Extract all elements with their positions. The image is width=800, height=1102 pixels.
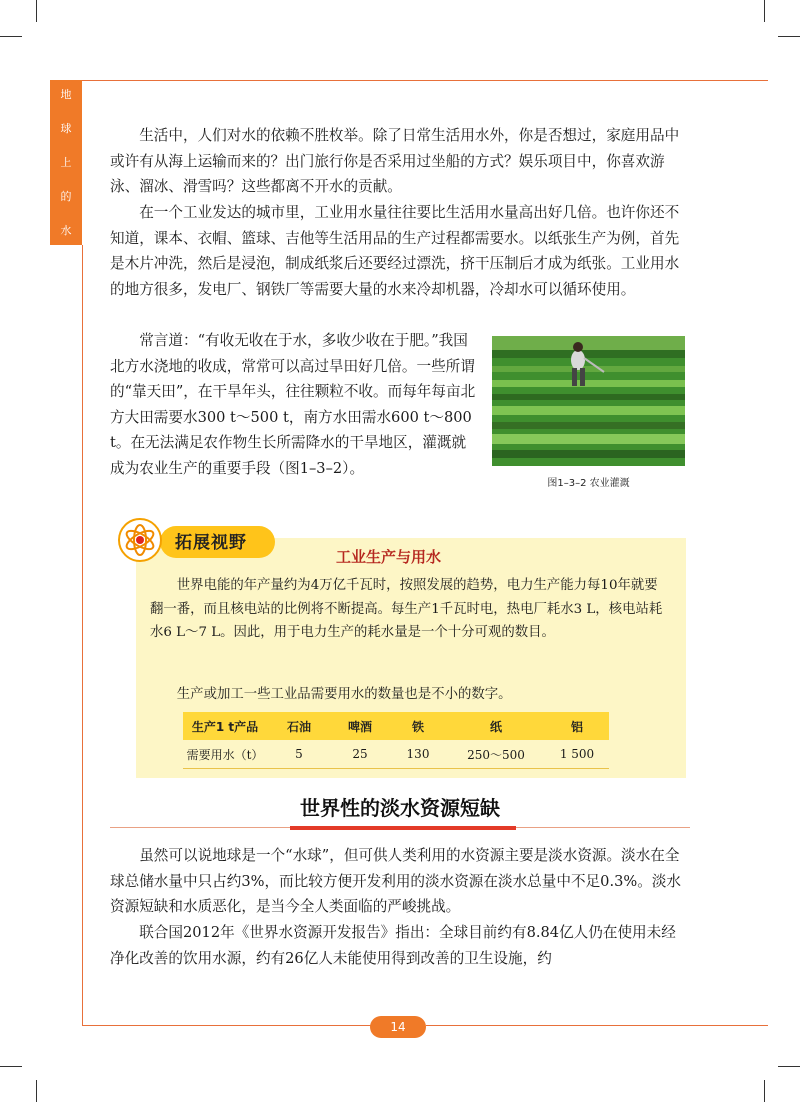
side-tab-char: 地 bbox=[60, 88, 72, 101]
section-title: 世界性的淡水资源短缺 bbox=[300, 796, 500, 820]
table-header-cell: 啤酒 bbox=[331, 712, 389, 740]
table-header-cell: 石油 bbox=[267, 712, 331, 740]
table-cell: 25 bbox=[331, 740, 389, 769]
body-paragraph: 生活中，人们对水的依赖不胜枚举。除了日常生活用水外，你是否想过，家庭用品中或许有从海上运输而来的？出门旅行你是否采用过坐船的方式？娱乐项目中，你喜欢游泳、溜冰、滑雪吗？这些都离不开水的贡献。 bbox=[110, 127, 680, 195]
table-header-row bbox=[183, 712, 609, 740]
table-cell: 1 500 bbox=[545, 740, 609, 769]
table-header-cell: 铁 bbox=[389, 712, 447, 740]
crop-mark bbox=[0, 1066, 22, 1067]
water-usage-table bbox=[183, 712, 609, 769]
section-paragraph: 虽然可以说地球是一个“水球”，但可供人类利用的水资源主要是淡水资源。淡水在全球总储水量中只占约3%，而比较方便开发利用的淡水资源在淡水总量中不足0.3%。淡水资源短缺和水质恶化，是当今全人类面临的严峻挑战。 bbox=[110, 847, 682, 915]
crop-mark bbox=[0, 36, 22, 37]
extension-paragraph: 世界电能的年产量约为4万亿千瓦时，按照发展的趋势，电力生产能力每10年就要翻一番，而且核电站的比例将不断提高。每生产1千瓦时电，热电厂耗水3 L，核电站耗水6 L～7 L。因此，用于电力生产的耗水量是一个十分可观的数目。 bbox=[150, 578, 663, 640]
crop-mark bbox=[36, 0, 37, 22]
extension-badge-label: 拓展视野 bbox=[175, 533, 247, 553]
table-header-cell: 铝 bbox=[545, 712, 609, 740]
table-header-cell: 生产1 t产品 bbox=[183, 712, 267, 740]
crop-mark bbox=[36, 1080, 37, 1102]
irrigation-photo bbox=[492, 336, 685, 466]
extension-title: 工业生产与用水 bbox=[336, 548, 442, 566]
crop-mark bbox=[778, 1066, 800, 1067]
bottom-rule bbox=[426, 1025, 768, 1026]
table-cell: 5 bbox=[267, 740, 331, 769]
section-underline bbox=[290, 826, 516, 830]
figure-caption: 图1–3–2 农业灌溉 bbox=[547, 478, 630, 489]
bottom-rule bbox=[82, 1025, 372, 1026]
crop-mark bbox=[764, 0, 765, 22]
crop-mark bbox=[778, 36, 800, 37]
table-cell: 130 bbox=[389, 740, 447, 769]
side-tab-char: 上 bbox=[60, 156, 72, 169]
side-tab-char: 球 bbox=[60, 122, 72, 135]
left-rule bbox=[82, 245, 83, 1025]
table-cell: 需要用水（t） bbox=[183, 740, 267, 769]
body-paragraph: 常言道：“有收无收在于水，多收少收在于肥。”我国北方水浇地的收成，常常可以高过旱田好几倍。一些所谓的“靠天田”，在干旱年头，往往颗粒不收。而每年每亩北方大田需要水300 t～500 t，南方水田需水600 t～800 t。在无法满足农作物生长所需降水的干旱地区，灌溉就成为农业生产的重要手段（图1–3–2）。 bbox=[110, 332, 476, 477]
side-tab-char: 水 bbox=[60, 224, 72, 237]
page-number: 14 bbox=[370, 1016, 426, 1038]
chapter-side-tab bbox=[50, 80, 82, 245]
top-rule bbox=[50, 80, 768, 81]
extension-paragraph: 生产或加工一些工业品需要用水的数量也是不小的数字。 bbox=[176, 687, 512, 702]
side-tab-char: 的 bbox=[60, 190, 72, 203]
table-header-cell: 纸 bbox=[447, 712, 545, 740]
table-cell: 250～500 bbox=[447, 740, 545, 769]
section-paragraph: 联合国2012年《世界水资源开发报告》指出：全球目前约有8.84亿人仍在使用未经净化改善的饮用水源，约有26亿人未能使用得到改善的卫生设施，约 bbox=[110, 924, 676, 967]
table-row bbox=[183, 740, 609, 769]
body-paragraph: 在一个工业发达的城市里，工业用水量往往要比生活用水量高出好几倍。也许你还不知道，课本、衣帽、篮球、吉他等生活用品的生产过程都需要水。以纸张生产为例，首先是木片冲洗，然后是浸泡，制成纸浆后还要经过漂洗，挤干压制后才成为纸张。工业用水的地方很多，发电厂、钢铁厂等需要大量的水来冷却机器，冷却水可以循环使用。 bbox=[110, 204, 680, 298]
atom-icon bbox=[118, 518, 162, 562]
crop-mark bbox=[764, 1080, 765, 1102]
